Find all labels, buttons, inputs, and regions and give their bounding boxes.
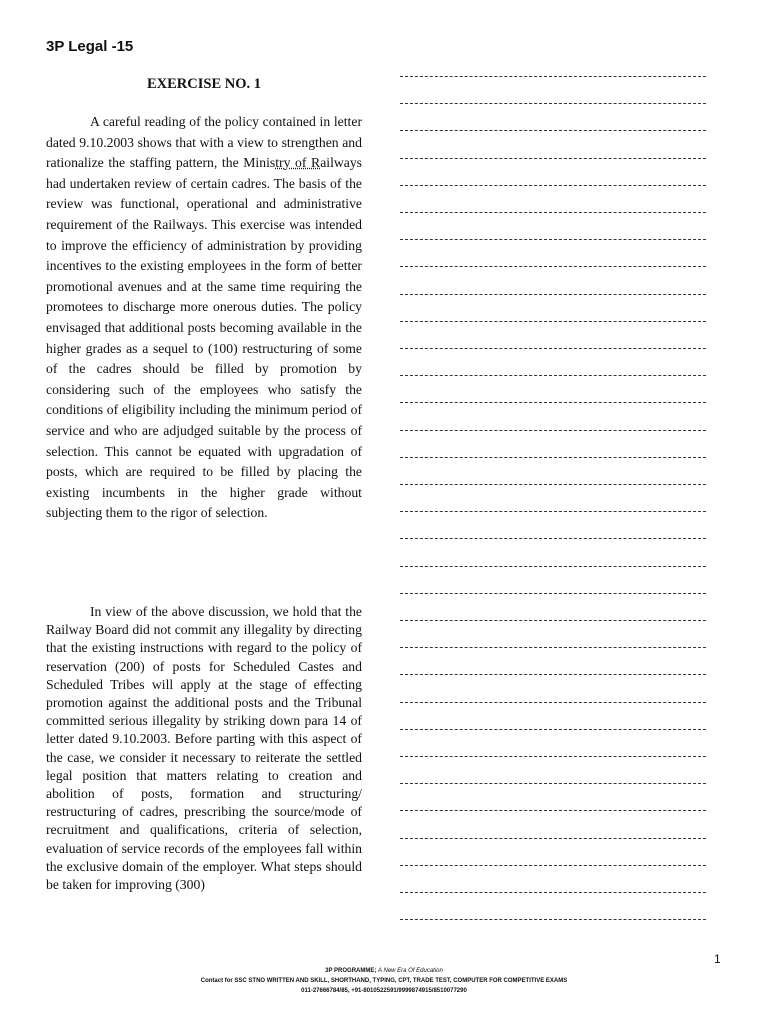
writing-line: [400, 538, 706, 539]
writing-line: [400, 321, 706, 322]
writing-line: [400, 239, 706, 240]
writing-line: [400, 593, 706, 594]
writing-line: [400, 430, 706, 431]
writing-line: [400, 103, 706, 104]
writing-line: [400, 674, 706, 675]
passage-paragraph-1: [46, 112, 362, 524]
writing-line: [400, 729, 706, 730]
writing-line: [400, 756, 706, 757]
page-number: 1: [714, 952, 721, 966]
footer-contact: Contact for SSC STNO WRITTEN AND SKILL, SHORTHAND, TYPING, CPT, TRADE TEST, COMPUTER FOR COMPETITIVE EXAMS: [200, 978, 568, 984]
writing-line: [400, 130, 706, 131]
writing-line: [400, 566, 706, 567]
writing-line: [400, 783, 706, 784]
writing-line: [400, 919, 706, 920]
writing-line: [400, 810, 706, 811]
footer-brand: 3P PROGRAMME;: [325, 968, 377, 974]
page-footer: [0, 966, 768, 996]
writing-line: [400, 484, 706, 485]
writing-line: [400, 457, 706, 458]
footer-tagline: A New Era Of Education: [378, 968, 443, 974]
passage-paragraph-2: In view of the above discussion, we hold that the Railway Board did not commit any illegality by directing that the existing instructions with regard to the policy of reservation (200) of posts for Scheduled Castes and Scheduled Tribes will apply at the stage of effecting promotion against the additional posts and the Tribunal committed serious illegality by striking down para 14 of letter dated 9.10.2003. Before parting with this aspect of the case, we consider it necessary to reiterate the settled legal position that matters relating to creation and abolition of posts, formation and structuring/ restructuring of cadres, prescribing the source/mode of recruitment and qualifications, criteria of selection, evaluation of service records of the employees fall within the exclusive domain of the employer. What steps should be taken for improving (300): [46, 604, 362, 893]
writing-line: [400, 838, 706, 839]
exercise-title: EXERCISE NO. 1: [146, 76, 261, 92]
page-header-title: 3P Legal -15: [46, 38, 134, 55]
footer-brand-line: [0, 966, 768, 976]
writing-line: [400, 348, 706, 349]
writing-line: [400, 375, 706, 376]
paragraph-1-text-start: A careful reading of the policy contained in letter dated 9.10.2003 shows that with a view to strengthen and rationalize the staffing pattern, the Minis: [46, 114, 362, 171]
writing-line: [400, 212, 706, 213]
writing-line: [400, 185, 706, 186]
writing-line: [400, 294, 706, 295]
footer-phones: 011-27666784/85, +91-8010522591/9999874915/8510077290: [301, 988, 467, 994]
writing-line: [400, 647, 706, 648]
writing-line: [400, 266, 706, 267]
writing-line: [400, 702, 706, 703]
writing-line: [400, 76, 706, 77]
writing-line: [400, 865, 706, 866]
paragraph-1-text-end: ailways had undertaken review of certain cadres. The basis of the review was functional, operational and administrative requirement of the Railways. This exercise was intended to improve the efficiency of administration by providing incentives to the existing employees in the form of better promotional avenues and at the same time requiring the promotees to discharge more onerous duties. The policy envisaged that additional posts becoming available in the higher grades as a sequel to (100) restructuring of some of the cadres should be filled by promotion by considering such of the employees who satisfy the conditions of eligibility including the minimum period of service and who are adjudged suitable by the process of selection. This cannot be equated with upgradation of posts, which are required to be filled by placing the existing incumbents in the higher grade without subjecting them to the rigor of selection.: [46, 155, 362, 521]
spellcheck-underlined-text: try of R: [275, 155, 321, 171]
writing-line: [400, 511, 706, 512]
writing-line: [400, 402, 706, 403]
writing-line: [400, 892, 706, 893]
writing-line: [400, 158, 706, 159]
writing-line: [400, 620, 706, 621]
